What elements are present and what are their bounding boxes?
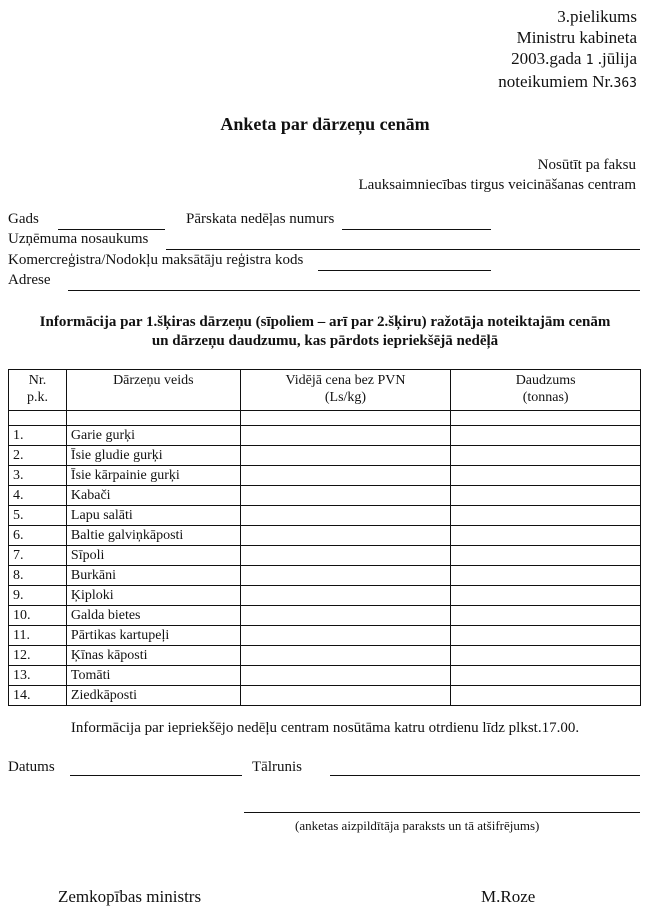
price-cell[interactable] [240, 526, 451, 546]
price-cell[interactable] [240, 506, 451, 526]
vegetable-name: Ķiploki [66, 586, 240, 606]
quantity-cell[interactable] [451, 686, 641, 706]
table-row [9, 626, 641, 646]
annex-issuer: Ministru kabineta [516, 28, 637, 47]
row-number: 2. [9, 446, 67, 466]
quantity-cell[interactable] [451, 626, 641, 646]
annex-date [498, 48, 637, 71]
row-number: 7. [9, 546, 67, 566]
row-number: 1. [9, 426, 67, 446]
table-row [9, 646, 641, 666]
vegetable-name: Ziedkāposti [66, 686, 240, 706]
price-cell[interactable] [240, 646, 451, 666]
annex-number: 3.pielikums [557, 7, 637, 26]
company-name-field[interactable] [166, 249, 640, 250]
quantity-cell[interactable] [451, 486, 641, 506]
annex-regulation-number: 363 [613, 76, 637, 91]
phone-label: Tālrunis [252, 759, 302, 775]
quantity-cell[interactable] [451, 646, 641, 666]
row-number: 3. [9, 466, 67, 486]
vegetable-name: Īsie kārpainie gurķi [66, 466, 240, 486]
table-row [9, 586, 641, 606]
row-number: 11. [9, 626, 67, 646]
reg-code-field[interactable] [318, 270, 491, 271]
row-number: 8. [9, 566, 67, 586]
table-row [9, 526, 641, 546]
quantity-cell[interactable] [451, 666, 641, 686]
quantity-cell[interactable] [451, 426, 641, 446]
row-number: 12. [9, 646, 67, 666]
reg-code-label: Komercreģistra/Nodokļu maksātāju reģistra kods [8, 252, 304, 268]
vegetable-name: Pārtikas kartupeļi [66, 626, 240, 646]
send-to-line-2: Lauksaimniecības tirgus veicināšanas centram [358, 177, 636, 193]
week-number-field[interactable] [342, 229, 491, 230]
annex-reference [498, 6, 637, 94]
row-number: 9. [9, 586, 67, 606]
table-spacer-row [9, 411, 641, 426]
vegetable-name: Baltie galviņkāposti [66, 526, 240, 546]
vegetable-name: Burkāni [66, 566, 240, 586]
submission-note: Informācija par iepriekšējo nedēļu centram nosūtāma katru otrdienu līdz plkst.17.00. [70, 720, 580, 736]
row-number: 5. [9, 506, 67, 526]
company-label: Uzņēmuma nosaukums [8, 231, 149, 247]
quantity-cell[interactable] [451, 606, 641, 626]
date-label: Datums [8, 759, 55, 775]
table-row [9, 506, 641, 526]
price-cell[interactable] [240, 666, 451, 686]
vegetable-name: Īsie gludie gurķi [66, 446, 240, 466]
section-heading-line-2: un dārzeņu daudzumu, kas pārdots iepriekšējā nedēļā [151, 333, 499, 349]
quantity-cell[interactable] [451, 466, 641, 486]
signature-caption: (anketas aizpildītāja paraksts un tā atšifrējums) [295, 818, 540, 833]
send-to-block [358, 155, 636, 195]
vegetable-price-table [8, 369, 641, 706]
vegetable-name: Garie gurķi [66, 426, 240, 446]
table-row [9, 486, 641, 506]
annex-regulation-prefix: noteikumiem Nr. [498, 72, 614, 91]
vegetable-name: Tomāti [66, 666, 240, 686]
price-cell[interactable] [240, 566, 451, 586]
page-title: Anketa par dārzeņu cenām [220, 114, 430, 134]
table-header-row [9, 370, 641, 411]
price-cell[interactable] [240, 686, 451, 706]
table-row [9, 446, 641, 466]
phone-field[interactable] [330, 775, 640, 776]
column-header-nr: Nr. p.k. [9, 370, 67, 411]
annex-date-month: .jūlija [597, 49, 637, 68]
quantity-cell[interactable] [451, 586, 641, 606]
price-cell[interactable] [240, 446, 451, 466]
annex-date-year: 2003.gada [511, 49, 582, 68]
quantity-cell[interactable] [451, 526, 641, 546]
price-cell[interactable] [240, 626, 451, 646]
quantity-cell[interactable] [451, 566, 641, 586]
annex-date-day: 1 [585, 53, 594, 68]
column-header-price: Vidējā cena bez PVN (Ls/kg) [240, 370, 451, 411]
row-number: 13. [9, 666, 67, 686]
table-row [9, 686, 641, 706]
price-cell[interactable] [240, 546, 451, 566]
vegetable-name: Ķīnas kāposti [66, 646, 240, 666]
table-row [9, 566, 641, 586]
section-heading-line-1: Informācija par 1.šķiras dārzeņu (sīpoliem – arī par 2.šķiru) ražotāja noteiktajām cenām [39, 314, 611, 330]
row-number: 14. [9, 686, 67, 706]
week-label: Pārskata nedēļas numurs [186, 211, 335, 227]
row-number: 4. [9, 486, 67, 506]
year-label: Gads [8, 211, 39, 227]
send-to-line-1: Nosūtīt pa faksu [537, 157, 636, 173]
table-row [9, 466, 641, 486]
minister-title: Zemkopības ministrs [58, 887, 202, 906]
table-row [9, 426, 641, 446]
price-cell[interactable] [240, 486, 451, 506]
minister-name: M.Roze [481, 887, 536, 906]
row-number: 6. [9, 526, 67, 546]
table-row [9, 546, 641, 566]
price-cell[interactable] [240, 426, 451, 446]
date-field[interactable] [70, 775, 242, 776]
column-header-quantity: Daudzums (tonnas) [451, 370, 641, 411]
vegetable-name: Sīpoli [66, 546, 240, 566]
quantity-cell[interactable] [451, 506, 641, 526]
quantity-cell[interactable] [451, 446, 641, 466]
price-cell[interactable] [240, 606, 451, 626]
address-field[interactable] [68, 290, 640, 291]
quantity-cell[interactable] [451, 546, 641, 566]
row-number: 10. [9, 606, 67, 626]
vegetable-name: Galda bietes [66, 606, 240, 626]
price-cell[interactable] [240, 466, 451, 486]
vegetable-name: Lapu salāti [66, 506, 240, 526]
vegetable-name: Kabači [66, 486, 240, 506]
column-header-vegetable: Dārzeņu veids [66, 370, 240, 411]
signature-field[interactable] [244, 812, 640, 813]
price-cell[interactable] [240, 586, 451, 606]
section-heading [0, 313, 650, 351]
annex-regulation [498, 71, 637, 94]
year-field[interactable] [58, 229, 165, 230]
address-label: Adrese [8, 272, 51, 288]
table-row [9, 666, 641, 686]
table-row [9, 606, 641, 626]
